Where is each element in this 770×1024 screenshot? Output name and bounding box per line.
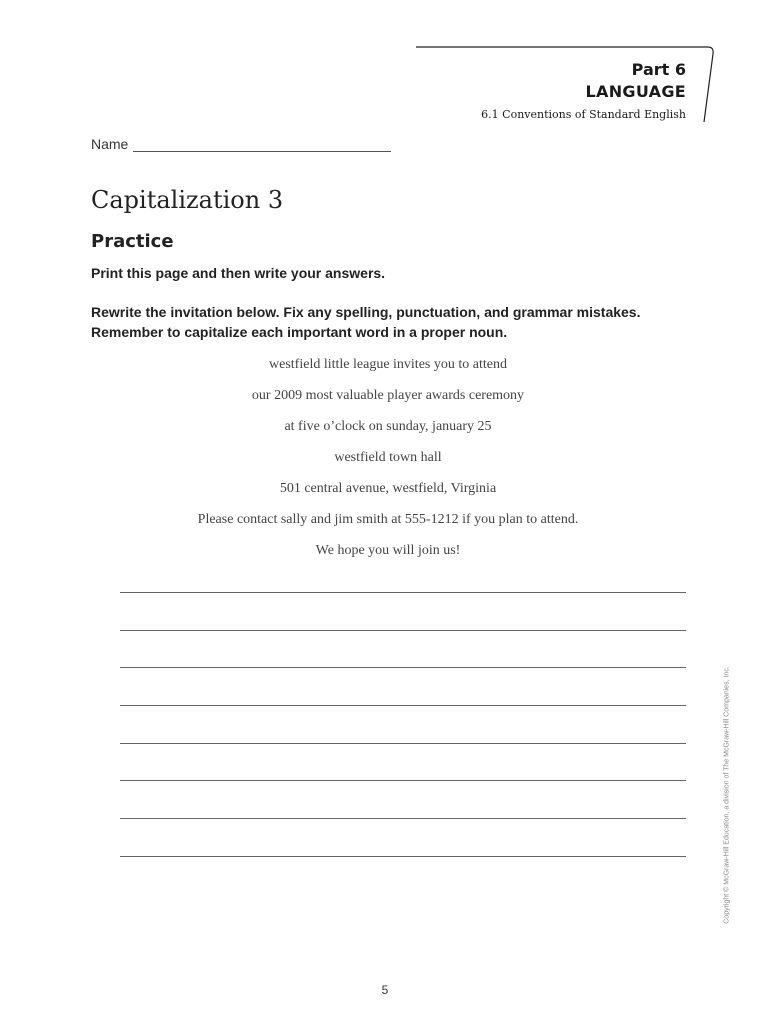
invitation-text (0, 354, 770, 571)
lesson-title: Capitalization 3 (91, 186, 284, 214)
practice-heading: Practice (91, 231, 174, 252)
answer-line[interactable] (120, 743, 686, 781)
answer-line[interactable] (120, 780, 686, 818)
answer-line[interactable] (120, 856, 686, 894)
invitation-line: 501 central avenue, westfield, Virginia (279, 481, 497, 496)
part-subject: LANGUAGE (585, 82, 686, 101)
answer-line[interactable] (120, 667, 686, 705)
answer-line[interactable] (120, 592, 686, 630)
instruction-print: Print this page and then write your answers. (91, 265, 386, 281)
invitation-line: Please contact sally and jim smith at 555-1212 if you plan to attend. (197, 512, 579, 527)
copyright-text: Copyright © McGraw-Hill Education, a division of The McGraw-Hill Companies, Inc. (723, 666, 731, 924)
invitation-line: We hope you will join us! (315, 543, 461, 558)
invitation-line: westfield little league invites you to attend (269, 357, 507, 372)
name-label: Name (91, 136, 129, 152)
name-write-line[interactable] (133, 151, 391, 152)
invitation-line: at five o’clock on sunday, january 25 (284, 419, 492, 434)
invitation-line: westfield town hall (334, 450, 442, 465)
instruction-rewrite: Rewrite the invitation below. Fix any spelling, punctuation, and grammar mistakes. Remember to capitalize each important word in a proper noun. (91, 304, 641, 340)
answer-line[interactable] (120, 705, 686, 743)
part-number: Part 6 (631, 60, 686, 79)
answer-line[interactable] (120, 818, 686, 856)
section-title: 6.1 Conventions of Standard English (481, 108, 686, 121)
answer-area (120, 592, 686, 894)
invitation-line: our 2009 most valuable player awards ceremony (251, 388, 525, 403)
page-number: 5 (381, 983, 389, 997)
answer-line[interactable] (120, 630, 686, 668)
